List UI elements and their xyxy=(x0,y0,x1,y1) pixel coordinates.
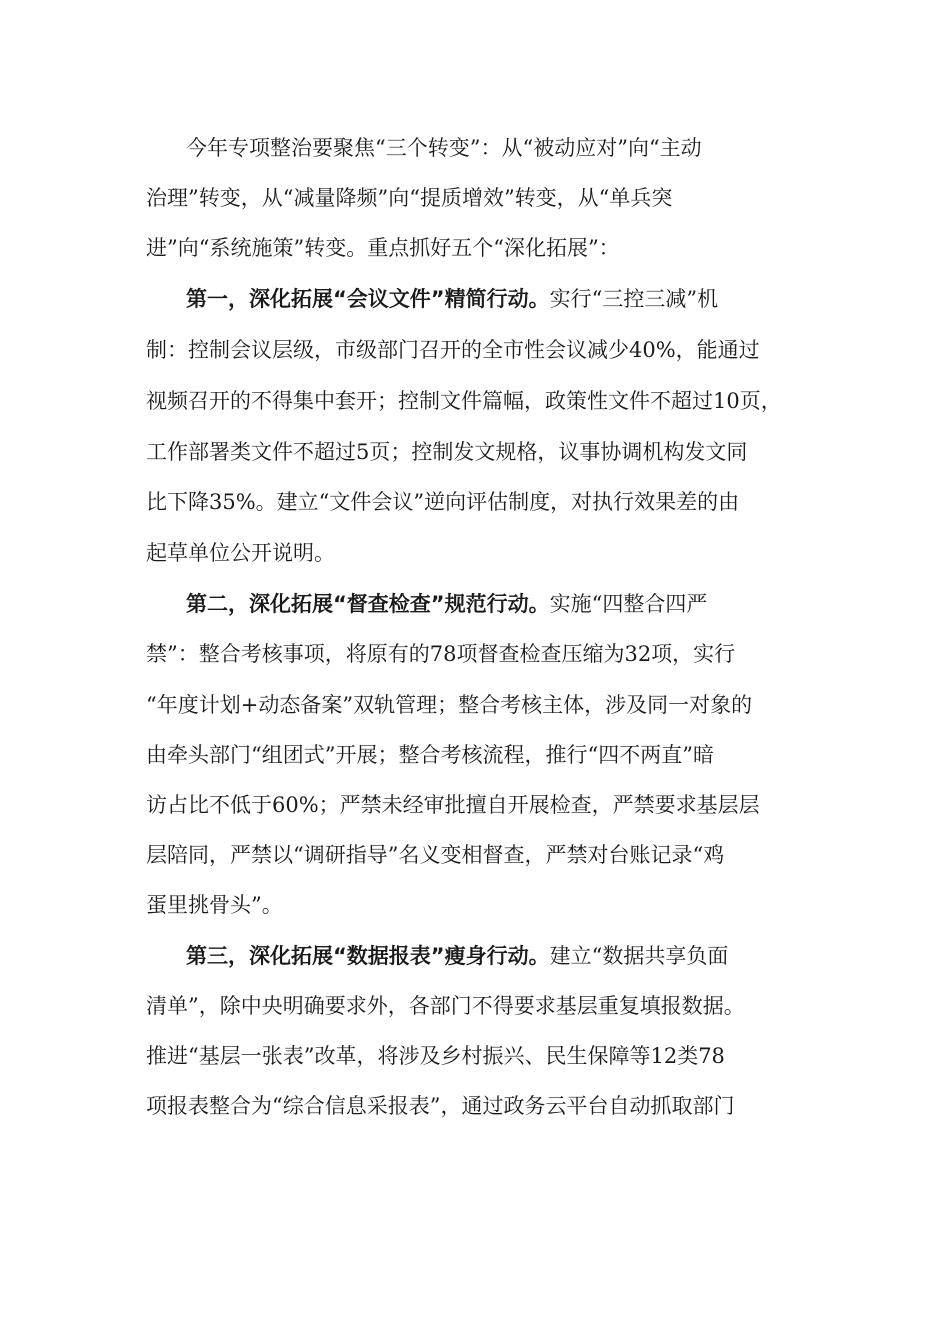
paragraph-line xyxy=(146,183,672,213)
line-text: 治理”转变，从“减量降频”向“提质增效”转变，从“单兵突 xyxy=(146,186,673,210)
paragraph-line xyxy=(146,233,620,263)
line-text: 清单”，除中央明确要求外，各部门不得要求基层重复填报数据。 xyxy=(146,994,745,1018)
line-text: 起草单位公开说明。 xyxy=(146,541,335,565)
paragraph-line xyxy=(146,690,752,720)
section-heading: 第三，深化拓展“数据报表”瘦身行动。 xyxy=(186,944,550,968)
paragraph-line xyxy=(146,890,283,920)
line-text: 建立“数据共享负面 xyxy=(549,944,729,968)
paragraph-line xyxy=(146,386,782,416)
paragraph-line xyxy=(146,790,760,820)
paragraph-line xyxy=(146,740,714,770)
section-heading: 第二，深化拓展“督查检查”规范行动。 xyxy=(186,592,550,616)
paragraph-line xyxy=(146,487,739,517)
section-heading: 第一，深化拓展“会议文件”精简行动。 xyxy=(186,287,550,311)
line-text: 由牵头部门“组团式”开展；整合考核流程，推行“四不两直”暗 xyxy=(146,743,714,767)
paragraph-line xyxy=(186,284,718,314)
line-text: 工作部署类文件不超过5页；控制发文规格，议事协调机构发文同 xyxy=(146,440,748,464)
line-text: 今年专项整治要聚焦“三个转变”：从“被动应对”向“主动 xyxy=(186,136,702,160)
line-text: 层陪同，严禁以“调研指导”名义变相督查，严禁对台账记录“鸡 xyxy=(146,843,725,867)
paragraph-line xyxy=(186,589,707,619)
paragraph-line xyxy=(146,1041,725,1071)
line-text: 比下降35%。建立“文件会议”逆向评估制度，对执行效果差的由 xyxy=(146,490,740,514)
paragraph-line xyxy=(186,941,728,971)
line-text: 实行“三控三减”机 xyxy=(549,287,719,311)
line-text: 项报表整合为“综合信息采报表”，通过政务云平台自动抓取部门 xyxy=(146,1094,735,1118)
paragraph-line xyxy=(146,840,724,870)
line-text: 禁”：整合考核事项，将原有的78项督查检查压缩为32项，实行 xyxy=(146,642,736,666)
paragraph-line xyxy=(146,639,735,669)
paragraph-line xyxy=(146,1091,734,1121)
line-text: 实施“四整合四严 xyxy=(549,592,708,616)
line-text: 进”向“系统施策”转变。重点抓好五个“深化拓展”： xyxy=(146,236,620,260)
line-text: “年度计划+动态备案”双轨管理；整合考核主体，涉及同一对象的 xyxy=(146,693,753,717)
line-text: 视频召开的不得集中套开；控制文件篇幅，政策性文件不超过10页， xyxy=(146,389,782,413)
line-text: 推进“基层一张表”改革，将涉及乡村振兴、民生保障等12类78 xyxy=(146,1044,725,1068)
line-text: 制：控制会议层级，市级部门召开的全市性会议减少40%，能通过 xyxy=(146,338,760,362)
line-text: 访占比不低于60%；严禁未经审批擅自开展检查，严禁要求基层层 xyxy=(146,793,760,817)
line-text: 蛋里挑骨头”。 xyxy=(146,893,283,917)
paragraph-line xyxy=(146,538,335,568)
paragraph-line xyxy=(146,335,760,365)
paragraph-line xyxy=(186,133,702,163)
paragraph-line xyxy=(146,437,747,467)
paragraph-line xyxy=(146,991,745,1021)
